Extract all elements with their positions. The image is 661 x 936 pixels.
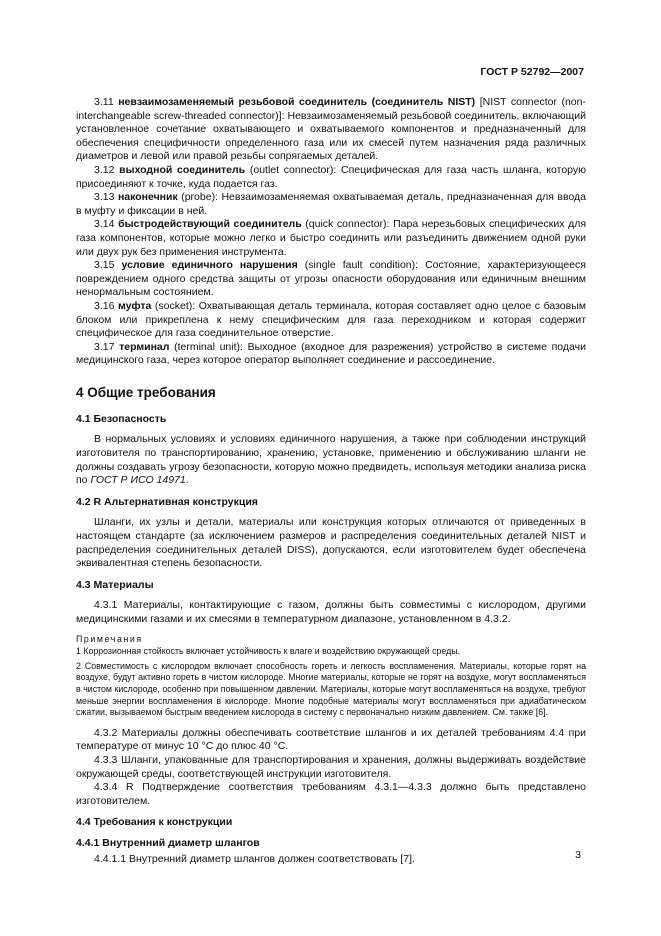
definition-3-12: 3.12 выходной соединитель (outlet connector): Специфическая для газа часть шланга, которую присоединяют к точке, куда подается газ. (76, 163, 586, 190)
clause-4-3-2: 4.3.2 Материалы должны обеспечивать соответствие шлангов и их деталей требованиям 4.4 при температуре от минус 10 °С до плюс 40 °С. (76, 726, 586, 753)
clause-4-4-1-1: 4.4.1.1 Внутренний диаметр шлангов должен соответствовать [7]. (94, 852, 415, 865)
clause-4-3-3: 4.3.3 Шланги, упакованные для транспортирования и хранения, должны выдерживать воздействие окружающей среды, соответствующей инструкции изготовителя. (76, 753, 586, 780)
definition-3-16: 3.16 муфта (socket): Охватывающая деталь терминала, которая составляет одно целое с базовым блоком или прикреплена к нему специфическим для газа переходником и которая содержит специфическое для газа соединительное отверстие. (76, 299, 586, 340)
standard-reference: ГОСТ Р ИСО 14971 (90, 474, 186, 487)
note-2: 2 Совместимость с кислородом включает способность гореть и легкость воспламенения. Материалы, которые горят на воздухе, будут активно гореть в чистом кислороде. Многие материалы, которые не горят на воздухе, могут воспламеняться в чистом кислороде, особенно при повышенном давлении. Материалы, которые могут воспламеняться на воздухе, требуют меньше энергии воспламенения в кислороде. Многие подобные материалы могут воспламеняться при адиабатическом сжатии, вызываемом быстрым введением кислорода в систему с первоначально низким давлением. См. также [6]. (76, 660, 586, 718)
definition-3-15: 3.15 условие единичного нарушения (single fault condition): Состояние, характеризующееся повреждением одного средства защиты от угрозы опасности оборудования или единичным внешним ненормальным состоянием. (76, 259, 586, 299)
definition-3-14: 3.14 быстродействующий соединитель (quick connector): Пара нерезьбовых специфических для газа компонентов, которые можно легко и быстро соединить или разъединить движением одной руки или двух рук без применения инструмента. (76, 218, 587, 258)
section-4-2-text: Шланги, их узлы и детали, материалы или конструкция которых отличаются от приведенных в настоящем стандарте (за исключением размеров и распределения соединительных деталей NIST и распределения соединительных деталей DISS), допускаются, если изготовителем будет обеспечена эквивалентная степень безопасности. (76, 516, 586, 570)
note-1: 1 Коррозионная стойкость включает устойчивость к влаге и воздействию окружающей среды. (76, 646, 460, 657)
definition-3-11: 3.11 невзаимозаменяемый резьбовой соединитель (соединитель NIST) [NIST connector (non-interchangeable screw-threaded connector)]: Невзаимозаменяемый резьбовой соединитель, включающий установленное сочетание охватывающего и охватываемого компонентов и предназначенный для обеспечения специфичности определенного газа или их смесей путем назначения ряда различных диаметров и левой или правой резьбы сопрягаемых деталей. (76, 96, 586, 163)
definition-3-17: 3.17 терминал (terminal unit): Выходное (входное для разрежения) устройство в системе подачи медицинского газа, через которое оператор выполняет соединение и рассоединение. (76, 340, 586, 367)
section-4-1-heading: 4.1 Безопасность (76, 412, 167, 425)
page-number: 3 (575, 849, 581, 861)
section-4-2-heading: 4.2 R Альтернативная конструкция (76, 495, 258, 508)
document-body (76, 96, 586, 866)
section-4-4-1-heading: 4.4.1 Внутренний диаметр шлангов (76, 836, 260, 849)
section-4-3-heading: 4.3 Материалы (76, 578, 154, 591)
definition-3-13: 3.13 наконечник (probe): Невзаимозаменяемая охватываемая деталь, предназначенная для ввода в муфту и фиксации в ней. (76, 191, 586, 217)
notes-title: Примечания (76, 633, 143, 644)
standard-header: ГОСТ Р 52792—2007 (480, 66, 584, 78)
clause-4-3-1: 4.3.1 Материалы, контактирующие с газом, должны быть совместимы с кислородом, другими медицинскими газами и их смесями в температурном диапазоне, установленном в 4.3.2. (76, 599, 586, 625)
section-4-4-heading: 4.4 Требования к конструкции (76, 816, 233, 829)
section-4-heading: 4 Общие требования (76, 384, 216, 400)
section-4-1-text: В нормальных условиях и условиях единичного нарушения, а также при соблюдении инструкций изготовителя по транспортированию, хранению, установке, применению и обслуживанию шланги не должны создавать угрозу безопасности, которую можно предвидеть, используя методики анализа риска по ГОСТ Р ИСО 14971. (76, 433, 586, 487)
clause-4-3-4: 4.3.4 R Подтверждение соответствия требованиям 4.3.1—4.3.3 должно быть представлено изготовителем. (76, 781, 586, 807)
